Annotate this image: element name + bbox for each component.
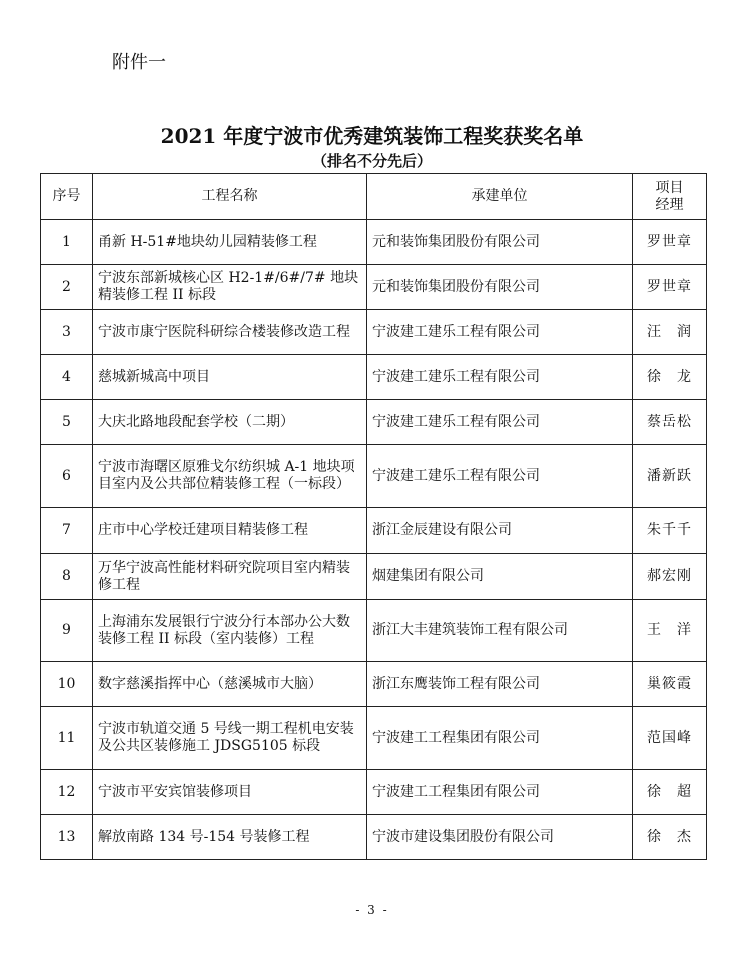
table-row [41,707,707,770]
project-manager: 汪 润 [633,310,707,355]
contractor-name: 宁波市建设集团股份有限公司 [367,815,633,860]
project-name: 甬新 H-51#地块幼儿园精装修工程 [93,220,367,265]
project-manager: 蔡岳松 [633,400,707,445]
contractor-name: 宁波建工建乐工程有限公司 [367,400,633,445]
table-row [41,554,707,600]
contractor-name: 元和装饰集团股份有限公司 [367,220,633,265]
row-number: 2 [41,265,93,310]
project-name: 大庆北路地段配套学校（二期） [93,400,367,445]
project-name: 宁波市海曙区原雅戈尔纺织城 A-1 地块项目室内及公共部位精装修工程（一标段） [93,445,367,508]
header-project-name: 工程名称 [93,174,367,220]
header-manager-line1: 项目 [655,179,684,196]
row-number: 8 [41,554,93,600]
project-name: 宁波市轨道交通 5 号线一期工程机电安装及公共区装修施工 JDSG5105 标段 [93,707,367,770]
table-row [41,400,707,445]
contractor-name: 元和装饰集团股份有限公司 [367,265,633,310]
project-manager: 罗世章 [633,265,707,310]
contractor-name: 宁波建工工程集团有限公司 [367,707,633,770]
page-number: - 3 - [355,903,389,917]
table-row [41,265,707,310]
table-row [41,445,707,508]
table-row [41,815,707,860]
project-manager: 朱千千 [633,508,707,554]
project-name: 解放南路 134 号-154 号装修工程 [93,815,367,860]
row-number: 7 [41,508,93,554]
contractor-name: 烟建集团有限公司 [367,554,633,600]
project-name: 慈城新城高中项目 [93,355,367,400]
project-name: 宁波市平安宾馆装修项目 [93,770,367,815]
project-manager: 罗世章 [633,220,707,265]
document-subtitle: （排名不分先后） [311,152,432,170]
row-number: 3 [41,310,93,355]
project-name: 宁波市康宁医院科研综合楼装修改造工程 [93,310,367,355]
contractor-name: 宁波建工建乐工程有限公司 [367,355,633,400]
header-contractor: 承建单位 [367,174,633,220]
row-number: 13 [41,815,93,860]
project-name: 数字慈溪指挥中心（慈溪城市大脑） [93,662,367,707]
header-number: 序号 [41,174,93,220]
project-name: 上海浦东发展银行宁波分行本部办公大数装修工程 II 标段（室内装修）工程 [93,600,367,662]
row-number: 9 [41,600,93,662]
project-manager: 巢筱霞 [633,662,707,707]
row-number: 6 [41,445,93,508]
contractor-name: 宁波建工建乐工程有限公司 [367,310,633,355]
table-header-row [41,174,707,220]
row-number: 5 [41,400,93,445]
table-row [41,662,707,707]
table-row [41,310,707,355]
project-manager: 徐 龙 [633,355,707,400]
project-manager: 潘新跃 [633,445,707,508]
row-number: 11 [41,707,93,770]
row-number: 4 [41,355,93,400]
project-manager: 王 洋 [633,600,707,662]
header-manager-line2: 经理 [655,196,684,213]
project-manager: 范国峰 [633,707,707,770]
contractor-name: 浙江大丰建筑装饰工程有限公司 [367,600,633,662]
contractor-name: 宁波建工工程集团有限公司 [367,770,633,815]
header-project-manager [633,174,707,220]
project-name: 宁波东部新城核心区 H2-1#/6#/7# 地块精装修工程 II 标段 [93,265,367,310]
table-row [41,600,707,662]
project-name: 万华宁波高性能材料研究院项目室内精装修工程 [93,554,367,600]
row-number: 12 [41,770,93,815]
project-manager: 徐 超 [633,770,707,815]
project-manager: 郝宏刚 [633,554,707,600]
contractor-name: 浙江金辰建设有限公司 [367,508,633,554]
project-manager: 徐 杰 [633,815,707,860]
contractor-name: 浙江东鹰装饰工程有限公司 [367,662,633,707]
table-row [41,770,707,815]
table-row [41,508,707,554]
awards-table [40,173,707,860]
contractor-name: 宁波建工建乐工程有限公司 [367,445,633,508]
document-title: 2021 年度宁波市优秀建筑装饰工程奖获奖名单 [160,124,584,148]
table-row [41,220,707,265]
project-name: 庄市中心学校迁建项目精装修工程 [93,508,367,554]
table-row [41,355,707,400]
row-number: 10 [41,662,93,707]
row-number: 1 [41,220,93,265]
attachment-label: 附件一 [112,52,166,73]
